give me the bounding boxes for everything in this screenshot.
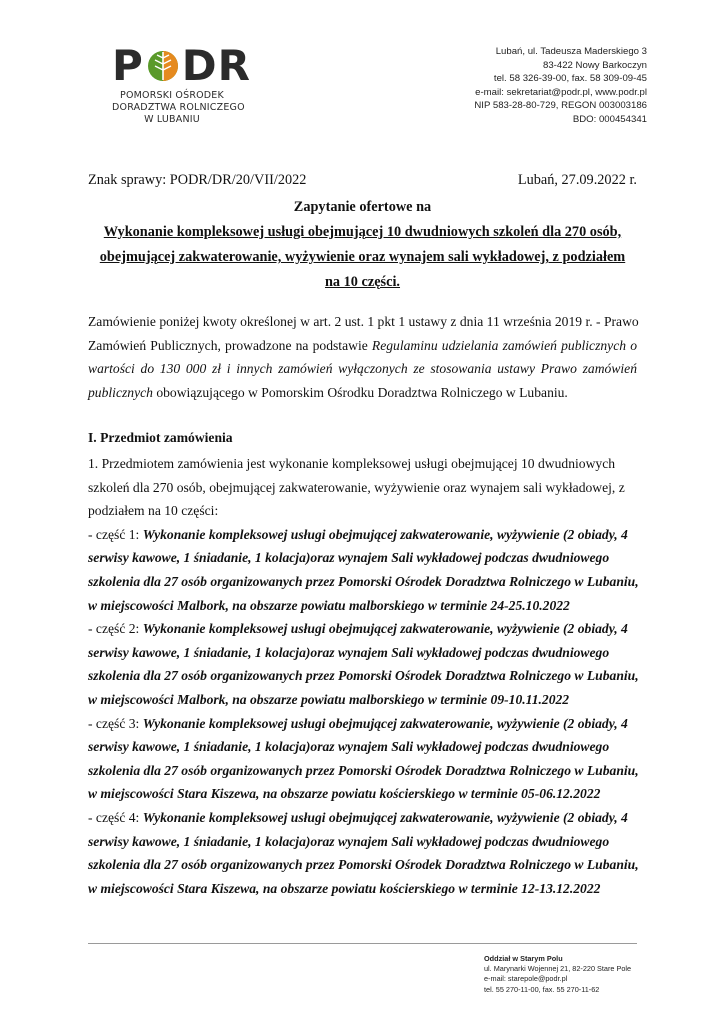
footer-line: e-mail: starepole@podr.pl <box>484 974 568 984</box>
document-title <box>88 191 637 295</box>
address-line: e-mail: sekretariat@podr.pl, www.podr.pl <box>475 86 647 98</box>
intro-regulation-title: Regulaminu udzielania zamówień publicznych o <box>371 337 637 353</box>
place-date: Lubań, 27.09.2022 r. <box>517 172 637 188</box>
intro-paragraph <box>88 310 637 404</box>
part-description: szkolenia dla 27 osób organizowanych przez Pomorski Ośrodek Doradztwa Rolniczego w Lubaniu, <box>88 668 639 684</box>
intro-text: Zamówień Publicznych, prowadzone na podstawie <box>88 337 372 353</box>
part-1-line <box>88 523 637 547</box>
part-2-line <box>88 617 637 641</box>
part-description: szkolenia dla 27 osób organizowanych przez Pomorski Ośrodek Doradztwa Rolniczego w Lubaniu, <box>88 573 639 589</box>
paragraph-line: podziałem na 10 części: <box>88 503 219 519</box>
intro-regulation-title: publicznych <box>88 384 153 400</box>
title-subject-line: obejmującej zakwaterowanie, wyżywienie oraz wynajem sali wykładowej, z podziałem <box>99 249 626 265</box>
header-address <box>474 45 647 127</box>
part-description: szkolenia dla 27 osób organizowanych przez Pomorski Ośrodek Doradztwa Rolniczego w Lubaniu, <box>88 857 639 873</box>
part-description: Wykonanie kompleksowej usługi obejmującej zakwaterowanie, wyżywienie (2 obiady, 4 <box>142 621 628 637</box>
logo-wordmark <box>112 41 252 90</box>
meta-row <box>88 172 637 189</box>
order-subject-list <box>88 452 637 900</box>
address-line: 83-422 Nowy Barkoczyn <box>543 59 647 71</box>
address-line: BDO: 000454341 <box>572 113 647 125</box>
part-4-line <box>88 806 637 830</box>
logo-subtitle <box>112 90 245 126</box>
footer-line: tel. 55 270-11-00, fax. 55 270-11-62 <box>484 984 600 994</box>
logo-subtitle-line: POMORSKI OŚRODEK <box>120 90 224 101</box>
footer-heading: Oddział w Starym Polu <box>484 954 563 963</box>
part-prefix: - część 3: <box>88 715 143 731</box>
footer-branch-address <box>484 954 631 995</box>
logo-subtitle-line: DORADZTWA ROLNICZEGO <box>112 102 245 113</box>
part-description: serwisy kawowe, 1 śniadanie, 1 kolacja)oraz wynajem Sali wykładowej podczas dwudniowego <box>88 739 610 755</box>
part-prefix: - część 2: <box>88 621 143 637</box>
logo-letters-dr: DR <box>181 41 252 90</box>
intro-line <box>88 381 637 405</box>
logo-letter-p: P <box>112 41 144 90</box>
part-description: w miejscowości Stara Kiszewa, na obszarze powiatu kościerskiego w terminie 12-13.12.2022 <box>88 880 601 896</box>
part-prefix: - część 4: <box>88 809 143 825</box>
part-description: Wykonanie kompleksowej usługi obejmującej zakwaterowanie, wyżywienie (2 obiady, 4 <box>142 809 628 825</box>
part-description: Wykonanie kompleksowej usługi obejmującej zakwaterowanie, wyżywienie (2 obiady, 4 <box>142 526 628 542</box>
title-line: Zapytanie ofertowe na <box>293 199 432 215</box>
section-heading: I. Przedmiot zamówienia <box>88 430 233 445</box>
part-prefix: - część 1: <box>88 526 143 542</box>
footer-divider <box>88 943 637 944</box>
intro-regulation-title: wartości do 130 000 zł i innych zamówień wyłączonych ze stosowania ustawy Prawo zamówień <box>88 361 637 377</box>
part-description: Wykonanie kompleksowej usługi obejmującej zakwaterowanie, wyżywienie (2 obiady, 4 <box>142 715 628 731</box>
part-description: w miejscowości Stara Kiszewa, na obszarze powiatu kościerskiego w terminie 05-06.12.2022 <box>88 786 601 802</box>
part-description: serwisy kawowe, 1 śniadanie, 1 kolacja)oraz wynajem Sali wykładowej podczas dwudniowego <box>88 833 610 849</box>
part-description: szkolenia dla 27 osób organizowanych przez Pomorski Ośrodek Doradztwa Rolniczego w Lubaniu, <box>88 762 639 778</box>
title-subject-line: na 10 części. <box>324 274 401 290</box>
case-number: Znak sprawy: PODR/DR/20/VII/2022 <box>88 172 307 188</box>
paragraph-line: szkoleń dla 270 osób, obejmującej zakwaterowanie, wyżywienie oraz wynajem sali wykładowej, z <box>88 479 625 495</box>
footer-line: ul. Marynarki Wojennej 21, 82-220 Stare Pole <box>484 964 632 974</box>
part-3-line <box>88 712 637 736</box>
paragraph-line: 1. Przedmiotem zamówienia jest wykonanie kompleksowej usługi obejmującej 10 dwudniowych <box>88 456 616 471</box>
part-description: w miejscowości Malbork, na obszarze powiatu malborskiego w terminie 24-25.10.2022 <box>88 597 570 613</box>
title-subject-line: Wykonanie kompleksowej usługi obejmującej 10 dwudniowych szkoleń dla 270 osób, <box>103 224 622 240</box>
part-description: w miejscowości Malbork, na obszarze powiatu malborskiego w terminie 09-10.11.2022 <box>88 691 570 707</box>
part-description: serwisy kawowe, 1 śniadanie, 1 kolacja)oraz wynajem Sali wykładowej podczas dwudniowego <box>88 550 610 566</box>
intro-line <box>88 334 637 358</box>
part-description: serwisy kawowe, 1 śniadanie, 1 kolacja)oraz wynajem Sali wykładowej podczas dwudniowego <box>88 644 610 660</box>
address-line: NIP 583-28-80-729, REGON 003003186 <box>474 100 647 112</box>
logo-subtitle-line: W LUBANIU <box>144 114 200 125</box>
address-line: Lubań, ul. Tadeusza Maderskiego 3 <box>495 46 647 57</box>
address-line: tel. 58 326-39-00, fax. 58 309-09-45 <box>493 73 647 85</box>
leaf-sun-icon <box>145 48 181 84</box>
podr-logo <box>112 41 252 126</box>
intro-line: Zamówienie poniżej kwoty określonej w art. 2 ust. 1 pkt 1 ustawy z dnia 11 września 2019 r. - Prawo <box>88 314 639 329</box>
intro-text: obowiązującego w Pomorskim Ośrodku Doradztwa Rolniczego w Lubaniu. <box>152 384 568 400</box>
